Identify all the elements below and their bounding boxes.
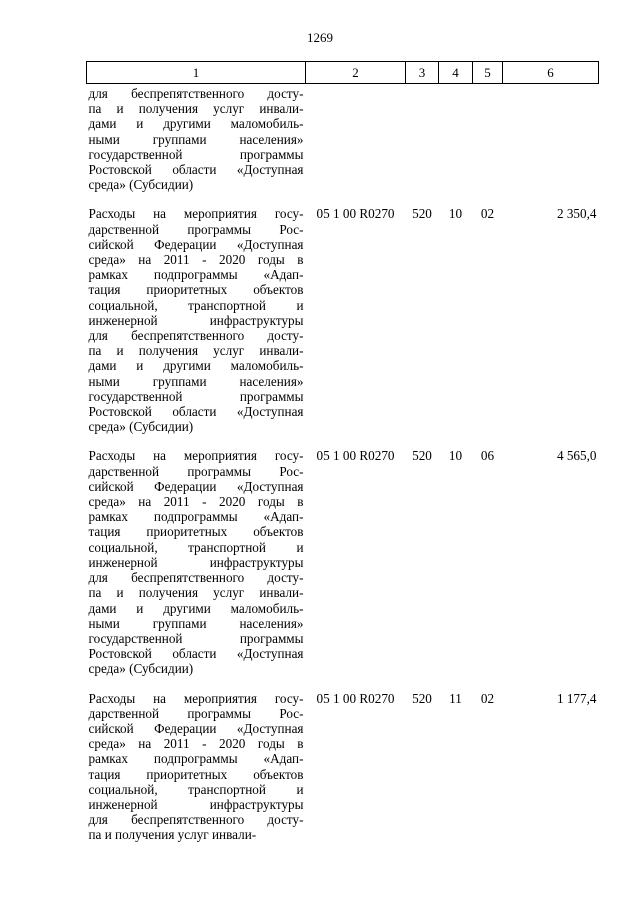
description-line: рамках подпрограммы «Адап- bbox=[88, 267, 304, 283]
description-line: тация приоритетных объектов bbox=[88, 524, 304, 540]
description-line: среда» на 2011 - 2020 годы в bbox=[88, 252, 304, 268]
description-line: среда» (Субсидии) bbox=[88, 177, 194, 193]
description-line: дарственной программы Рос- bbox=[88, 705, 304, 721]
description-line: социальной, транспортной и bbox=[88, 297, 304, 313]
description-line: социальной, транспортной и bbox=[88, 781, 304, 797]
description-line: среда» на 2011 - 2020 годы в bbox=[88, 494, 304, 510]
description-line: Ростовской области «Доступная bbox=[88, 646, 304, 662]
section-code: 11 bbox=[449, 690, 462, 706]
column-header: 6 bbox=[503, 62, 599, 84]
column-header: 5 bbox=[473, 62, 503, 84]
description-line: ными группами населения» bbox=[88, 373, 304, 389]
description-line: государственной программы bbox=[88, 630, 304, 646]
expense-description bbox=[87, 84, 306, 199]
description-line: ными группами населения» bbox=[88, 615, 304, 631]
description-line: Расходы на мероприятия госу- bbox=[88, 206, 304, 222]
description-line: Расходы на мероприятия госу- bbox=[88, 448, 304, 464]
column-header: 3 bbox=[406, 62, 439, 84]
expense-type-code: 520 bbox=[412, 448, 432, 464]
column-header: 2 bbox=[306, 62, 406, 84]
description-line: для беспрепятственного досту- bbox=[88, 812, 304, 828]
target-article-code bbox=[306, 84, 406, 199]
page-number: 1269 bbox=[307, 30, 333, 45]
subsection-code bbox=[473, 84, 503, 199]
description-line: дами и другими маломобиль- bbox=[88, 116, 304, 132]
description-line: инженерной инфраструктуры bbox=[88, 554, 304, 570]
section-code: 10 bbox=[448, 206, 463, 222]
description-line: сийской Федерации «Доступная bbox=[88, 236, 304, 252]
description-line: государственной программы bbox=[88, 388, 304, 404]
description-line: социальной, транспортной и bbox=[88, 539, 304, 555]
description-line: тация приоритетных объектов bbox=[88, 766, 304, 782]
column-header: 4 bbox=[439, 62, 473, 84]
expense-description bbox=[87, 198, 306, 440]
description-line: инженерной инфраструктуры bbox=[88, 796, 304, 812]
table-row bbox=[87, 198, 599, 440]
target-article-code: 05 1 00 R0270 bbox=[316, 690, 395, 706]
description-line: па и получения услуг инвали- bbox=[88, 585, 304, 601]
description-line: Расходы на мероприятия госу- bbox=[88, 690, 304, 706]
description-line: среда» (Субсидии) bbox=[88, 419, 194, 435]
description-line: па и получения услуг инвали- bbox=[88, 101, 304, 117]
description-line: для беспрепятственного досту- bbox=[88, 86, 304, 101]
expense-type-code: 520 bbox=[412, 206, 432, 222]
description-line: рамках подпрограммы «Адап- bbox=[88, 509, 304, 525]
description-line: инженерной инфраструктуры bbox=[88, 312, 304, 328]
table-row bbox=[87, 683, 599, 849]
budget-table bbox=[86, 61, 599, 849]
description-line: дами и другими маломобиль- bbox=[88, 600, 304, 616]
description-line: Ростовской области «Доступная bbox=[88, 162, 304, 178]
amount-value: 4 565,0 bbox=[556, 448, 597, 464]
section-code bbox=[439, 84, 473, 199]
description-line: сийской Федерации «Доступная bbox=[88, 478, 304, 494]
amount-value: 1 177,4 bbox=[556, 690, 597, 706]
description-line: для беспрепятственного досту- bbox=[88, 570, 304, 586]
column-header: 1 bbox=[87, 62, 306, 84]
description-line: тация приоритетных объектов bbox=[88, 282, 304, 298]
description-line: дарственной программы Рос- bbox=[88, 463, 304, 479]
subsection-code: 06 bbox=[480, 448, 495, 464]
description-line: дами и другими маломобиль- bbox=[88, 358, 304, 374]
description-line: Ростовской области «Доступная bbox=[88, 404, 304, 420]
description-line: рамках подпрограммы «Адап- bbox=[88, 751, 304, 767]
subsection-code: 02 bbox=[480, 206, 495, 222]
description-line: для беспрепятственного досту- bbox=[88, 328, 304, 344]
amount-value: 2 350,4 bbox=[556, 206, 597, 222]
description-line: сийской Федерации «Доступная bbox=[88, 720, 304, 736]
table-row bbox=[87, 84, 599, 199]
table-header-row bbox=[87, 62, 599, 84]
expense-type-code bbox=[406, 84, 439, 199]
table-row bbox=[87, 440, 599, 682]
description-line: дарственной программы Рос- bbox=[88, 221, 304, 237]
description-line: государственной программы bbox=[88, 146, 304, 162]
target-article-code: 05 1 00 R0270 bbox=[316, 448, 395, 464]
description-line: среда» (Субсидии) bbox=[88, 661, 194, 677]
section-code: 10 bbox=[448, 448, 463, 464]
expense-description bbox=[87, 440, 306, 682]
description-line: па и получения услуг инвали- bbox=[88, 827, 257, 843]
expense-type-code: 520 bbox=[412, 690, 432, 706]
subsection-code: 02 bbox=[480, 690, 495, 706]
description-line: па и получения услуг инвали- bbox=[88, 343, 304, 359]
description-line: среда» на 2011 - 2020 годы в bbox=[88, 736, 304, 752]
expense-description bbox=[87, 683, 306, 849]
amount-value bbox=[503, 84, 599, 199]
description-line: ными группами населения» bbox=[88, 131, 304, 147]
target-article-code: 05 1 00 R0270 bbox=[316, 206, 395, 222]
